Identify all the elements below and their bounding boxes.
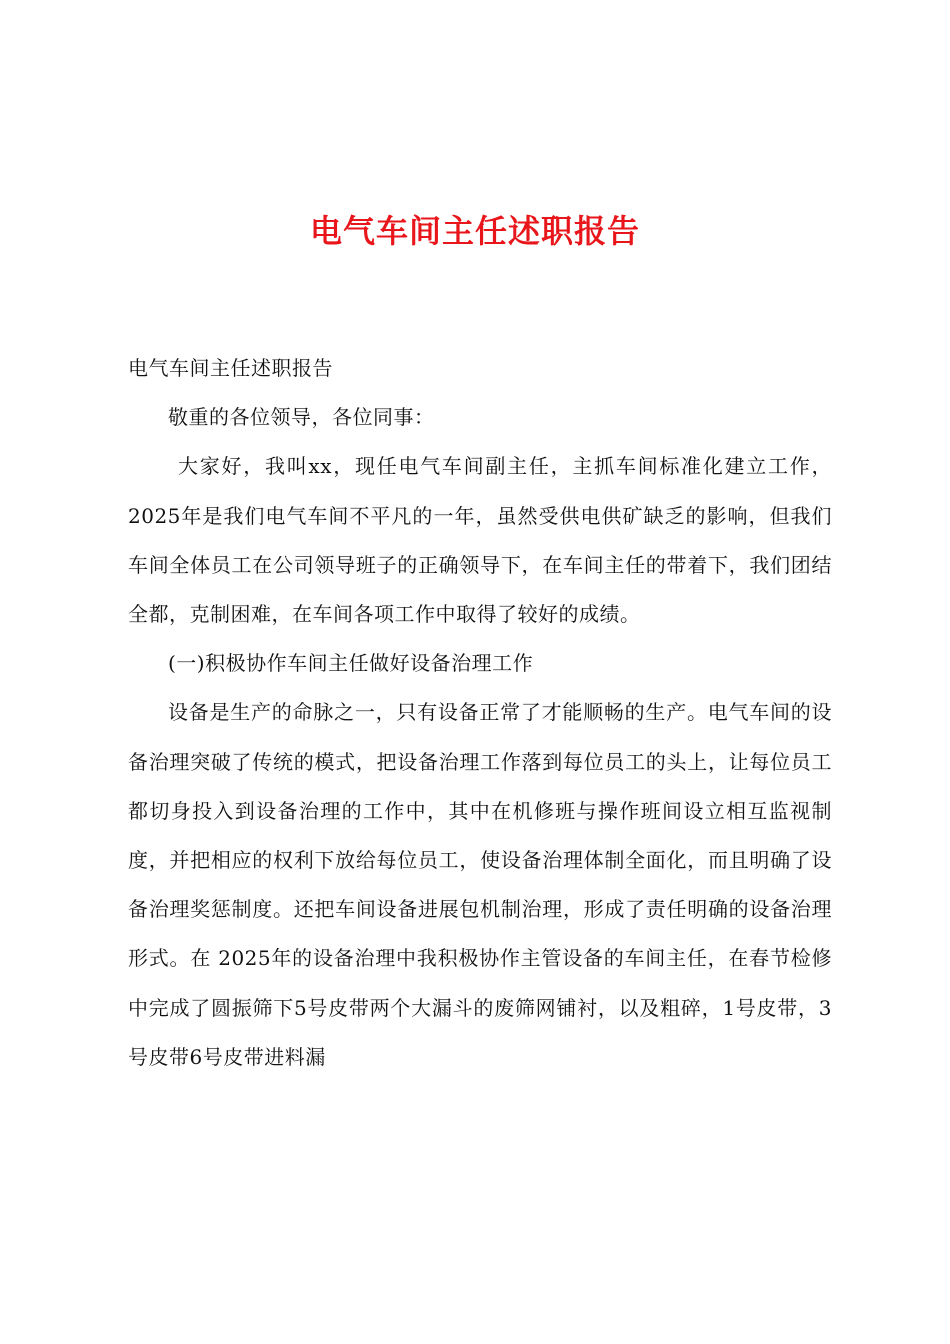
salutation-paragraph: 敬重的各位领导，各位同事： bbox=[168, 405, 435, 430]
section-heading: (一)积极协作车间主任做好设备治理工作 bbox=[168, 651, 534, 676]
document-body bbox=[128, 344, 832, 1082]
document-title: 电气车间主任述职报告 bbox=[309, 212, 640, 250]
equipment-paragraph: 设备是生产的命脉之一，只有设备正常了才能顺畅的生产。电气车间的设备治理突破了传统的模式，把设备治理工作落到每位员工的头上，让每位员工都切身投入到设备治理的工作中，其中在机修班与操作班间设立相互监视制度，并把相应的权利下放给每位员工，使设备治理体制全面化，而且明确了设备治理奖惩制度。还把车间设备进展包机制治理，形成了责任明确的设备治理形式。在 2025年的设备治理中我积极协作主管设备的车间主任，在春节检修中完成了圆振筛下5号皮带两个大漏斗的废筛网铺衬，以及粗碎，1号皮带，3号皮带6号皮带进料漏 bbox=[128, 700, 832, 1069]
subtitle-paragraph: 电气车间主任述职报告 bbox=[128, 356, 333, 380]
intro-paragraph: 大家好，我叫xx，现任电气车间副主任，主抓车间标准化建立工作，2025年是我们电气车间不平凡的一年，虽然受供电供矿缺乏的影响，但我们车间全体员工在公司领导班子的正确领导下，在车间主任的带着下，我们团结全都，克制困难，在车间各项工作中取得了较好的成绩。 bbox=[128, 454, 832, 627]
